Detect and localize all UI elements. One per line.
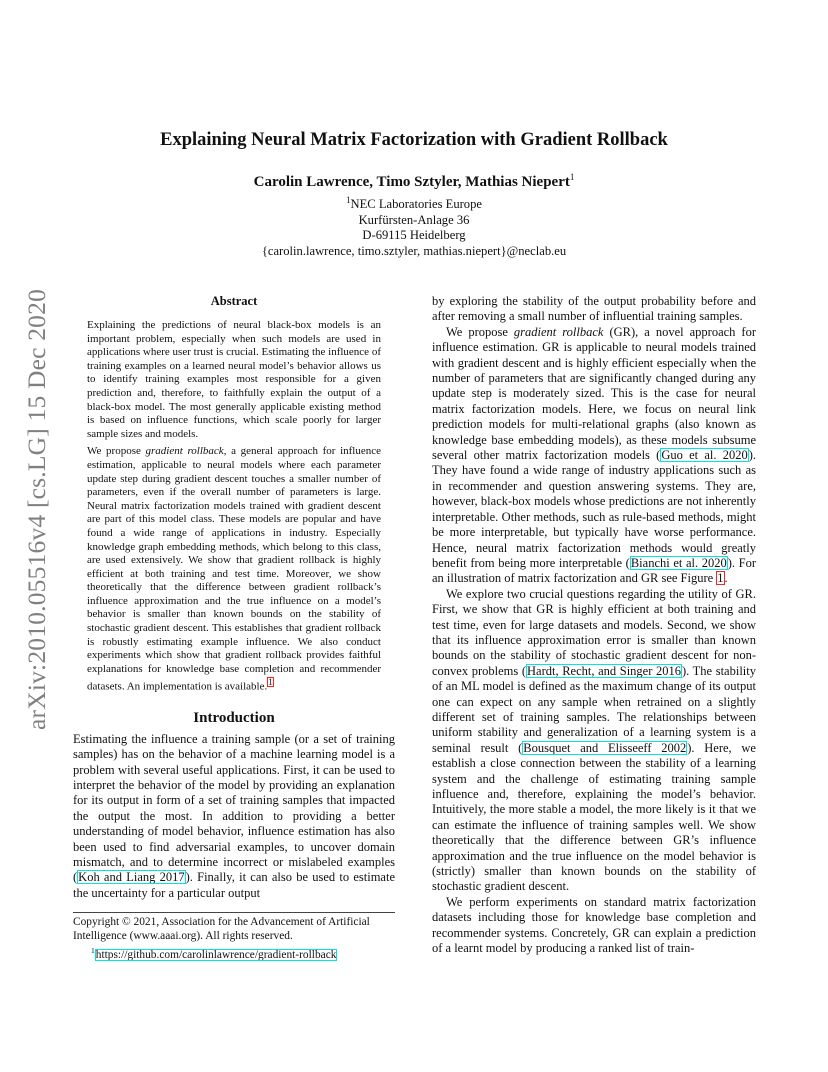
affiliation-street: Kurfürsten-Anlage 36 [358,212,470,227]
author-names: Carolin Lawrence, Timo Sztyler, Mathias Niepert [253,174,570,190]
figure-1-link[interactable]: 1 [717,571,724,586]
citation-bianchi[interactable]: Bianchi et al. 2020 [630,555,727,570]
footnote-1 [91,944,395,962]
citation-bousquet[interactable]: Bousquet and Elisseeff 2002 [523,740,687,755]
affiliation-block [0,193,828,260]
citation-koh-liang[interactable]: Koh and Liang 2017 [78,870,185,885]
arxiv-identifier[interactable]: arXiv:2010.05516v4 [cs.LG] 15 Dec 2020 [22,288,51,730]
left-column [73,294,395,901]
footnote-mark: 1 [91,946,95,955]
introduction-body [73,732,395,901]
abstract-paragraph-2: We propose gradient rollback, a general approach for influence estimation, applicable to neural models where each parameter update step during gradient descent touches a smaller number of parameters, even if the overall number of parameters is large. Neural matrix factorization models trained with gradient descent are part of this model class. These models are popular and have found a wide range of applications in industry. Especially knowledge graph embedding methods, which belong to this class, are used extensively. We show that gradient rollback is highly efficient at both training and test time. Moreover, we show theoretically that the difference between gradient rollback’s influence approximation and the true influence on a model’s behavior is smaller than known bounds on the stability of stochastic gradient descent. This establishes that gradient rollback is robustly estimating example influence. We also conduct experiments which show that gradient rollback provides faithful explanations for knowledge base completion and recommender datasets. An implementation is available.$^1$ [87,445,382,694]
affiliation-org-name: NEC Laboratories Europe [350,197,482,212]
affiliation-email[interactable]: {carolin.lawrence, timo.sztyler, mathias.niepert}@neclab.eu [261,243,567,258]
right-body [432,294,756,956]
paper-title: Explaining Neural Matrix Factorization with Gradient Rollback [160,130,668,150]
abstract-heading: Abstract [210,294,258,308]
affiliation-org [0,193,828,213]
footnote-url-link[interactable]: https://github.com/carolinlawrence/gradient-rollback [95,948,337,961]
intro-paragraph-1: Estimating the influence a training sample (or a set of training samples) has on the behavior of a machine learning model is a problem with several useful applications. First, it can be used to interpret the behavior of the model by providing an explanation for its output in form of a set of training samples that impacted the output the most. In addition to providing a better understanding of model behavior, influence estimation has also been used to find adversarial examples, to uncover domain mismatch, and to determine incorrect or mislabeled examples (Koh and Liang 2017). Finally, it can also be used to estimate the uncertainty for a particular output [73,731,396,900]
citation-hardt[interactable]: Hardt, Recht, and Singer 2016 [527,663,681,678]
authors [0,172,828,191]
right-column [432,294,756,956]
right-paragraph-1: We propose gradient rollback (GR), a novel approach for influence estimation. GR is applicable to neural models trained with gradient descent and is highly efficient especially when the number of parameters that are significantly changed during any update step is moderately sized. This is the case for neural matrix factorization models. Here, we focus on neural link prediction models for multi-relational graphs (also known as knowledge base embedding models), as these models subsume several other matrix factorization models (Guo et al. 2020). They have found a wide range of industry applications such as in recommender and question answering systems. They are, however, black-box models whose predictions are not inherently interpretable. Other methods, such as rule-based methods, might be more interpretable, but typically have worse performance. Hence, neural matrix factorization methods would greatly benefit from being more interpretable (Bianchi et al. 2020). For an illustration of matrix factorization and GR see Figure 1. [432,324,757,586]
affiliation-city: D-69115 Heidelberg [362,228,466,243]
footer-rule [73,912,395,913]
abstract-paragraph-1: Explaining the predictions of neural black-box models is an important problem, especially when such models are used in applications where user trust is crucial. Estimating the influence of training examples on a learned neural model’s behavior allows us to identify training examples most responsible for a given prediction and, therefore, to faithfully explain the output of a black-box model. The most generally applicable existing method is based on influence functions, which scale poorly for larger sample sizes and models. [87,319,381,440]
right-paragraph-0: by exploring the stability of the output probability before and after removing a small number of influential training samples. [432,294,756,324]
affiliation-mark: 1 [346,195,351,205]
author-affiliation-mark: 1 [569,172,575,182]
introduction-heading: Introduction [193,709,275,726]
copyright-notice: Copyright © 2021, Association for the Advancement of Artificial Intelligence (www.aaai.org). All rights reserved. [73,916,370,942]
footer [73,912,395,962]
right-paragraph-2: We explore two crucial questions regarding the utility of GR. First, we show that GR is highly efficient at both training and test time, even for large datasets and models. Second, we show that its influence approximation error is smaller than known bounds on the stability of stochastic gradient descent for non-convex problems (Hardt, Recht, and Singer 2016). The stability of an ML model is defined as the maximum change of its output one can expect on any sample when retrained on a slightly different set of training samples. The relationships between uniform stability and generalization of a learning system is a seminal result (Bousquet and Elisseeff 2002). Here, we establish a close connection between the stability of a learning system and the challenge of estimating training sample influence and, therefore, explaining the model’s behavior. Intuitively, the more stable a model, the more likely is it that we can estimate the influence of training samples well. We show theoretically that the difference between GR’s influence approximation and the true influence on the model behavior is (strictly) smaller than known bounds on the stability of stochastic gradient descent. [432,586,756,894]
abstract-body [87,319,381,695]
right-paragraph-3: We perform experiments on standard matrix factorization datasets including those for knowledge base completion and recommender systems. Concretely, GR can explain a prediction of a learnt model by producing a ranked list of train- [432,894,756,956]
citation-guo[interactable]: Guo et al. 2020 [661,448,748,463]
footnote-1-link[interactable]: 1 [268,677,273,688]
